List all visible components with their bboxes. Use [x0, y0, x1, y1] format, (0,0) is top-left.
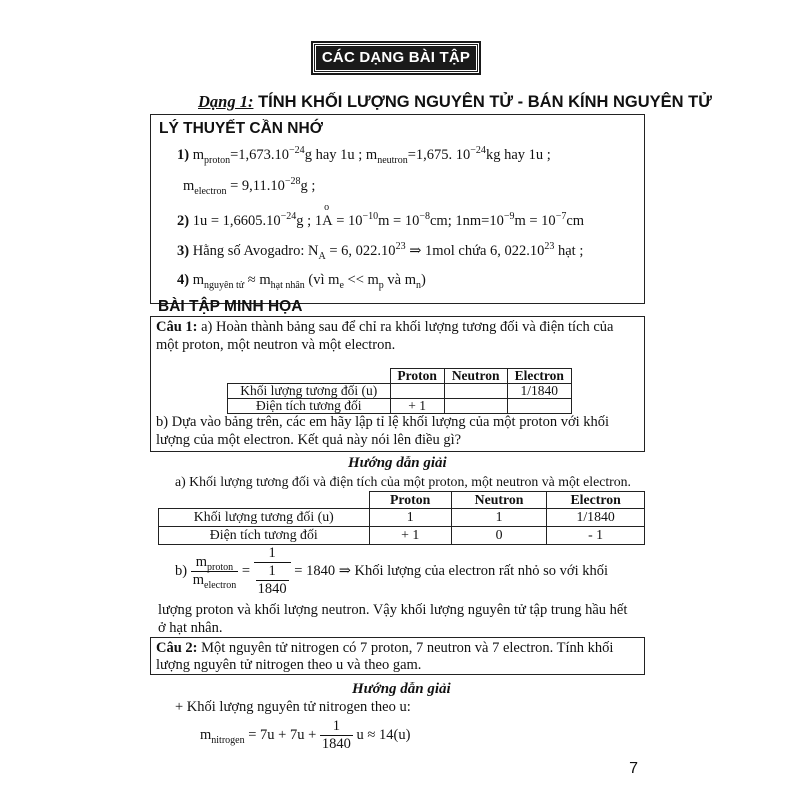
problem-type-label: Dạng 1: — [198, 92, 254, 111]
problem-type-text: TÍNH KHỐI LƯỢNG NGUYÊN TỬ - BÁN KÍNH NGUYÊN TỬ — [258, 93, 712, 111]
theory-line-2: 2) $1u = 1,6605.10^{-24}g$ ; 1 o $A = 10^{-10}m = 10^{-8}cm$; $1nm=10^{-9}m = 10^{-7}cm$ — [177, 202, 585, 229]
formula-fraction: $\frac{1}{1840}$ — [321, 718, 351, 752]
guide-1-cont-1: lượng proton và khối lượng neutron. Vậy khối lượng nguyên tử tập trung hầu hết — [158, 602, 628, 618]
question-1-table — [227, 368, 572, 414]
question-1-text-a: Câu 1: a) Hoàn thành bảng sau để chỉ ra khối lượng tương đối và điện tích của — [156, 319, 614, 335]
page-number: 7 — [629, 760, 638, 777]
guide-1-ratio: b) $\frac{m_{proton}}{m_{electron}}$ = $\frac{1}{\frac{1}{1840}}$ = 1840 ⇒ Khối lượng của electron rất nhỏ so với khối — [175, 545, 608, 597]
guide-1-cont-2: ở hạt nhân. — [158, 620, 223, 636]
theory-heading: LÝ THUYẾT CẦN NHỚ — [159, 120, 323, 137]
theory-line-4: 4) $m_{nguyên tử} \approx m_{hạt nhân}$ (vì $m_e << m_p$ và $m_n$) — [177, 272, 426, 291]
question-1-text-a2: một proton, một neutron và một electron. — [156, 337, 396, 353]
table-header-row: Proton Neutron Electron — [159, 492, 645, 509]
practice-heading: BÀI TẬP MINH HỌA — [158, 298, 303, 315]
table-row: Điện tích tương đối + 1 0 - 1 — [159, 526, 645, 544]
question-2-text: Câu 2: Một nguyên tử nitrogen có 7 proton, 7 neutron và 7 electron. Tính khối — [156, 640, 614, 656]
guide-2-line-1: + Khối lượng nguyên tử nitrogen theo u: — [175, 699, 411, 715]
theory-line-1: 1) $m_{proton}=1,673.10^{-24}g$ hay 1u ; $m_{neutron}=1,675$. $10^{-24}kg$ hay 1u ; — [177, 145, 551, 166]
problem-type-title — [198, 92, 712, 112]
one-over-fraction: $\frac{1}{\frac{1}{1840}}$ — [254, 545, 291, 598]
question-1-box — [150, 316, 645, 452]
guide-1-text-a: a) Khối lượng tương đối và điện tích của một proton, một neutron và một electron. — [175, 474, 632, 489]
question-1-text-b: b) Dựa vào bảng trên, các em hãy lập tỉ lệ khối lượng của một proton với khối — [156, 414, 610, 430]
table-row: Điện tích tương đối + 1 — [228, 399, 572, 414]
guide-1-heading: Hướng dẫn giải — [348, 455, 447, 471]
table-header-row: Proton Neutron Electron — [228, 369, 572, 384]
guide-2-formula: $m_{nitrogen} = 7u + 7u$ + $\frac{1}{1840}$ u ≈ 14(u) — [200, 718, 411, 752]
section-banner: CÁC DẠNG BÀI TẬP — [313, 43, 479, 73]
question-2-box — [150, 637, 645, 675]
question-2-text-2: lượng nguyên tử nitrogen theo u và theo gam. — [156, 657, 422, 673]
question-1-text-b2: lượng của một electron. Kết quả này nói lên điều gì? — [156, 432, 462, 448]
table-row: Khối lượng tương đối (u) 1 1 1/1840 — [159, 508, 645, 526]
theory-line-1b: $m_{electron} = 9,11.10^{-28}g$ ; — [183, 176, 316, 197]
guide-2-heading: Hướng dẫn giải — [352, 681, 451, 697]
theory-box — [150, 114, 645, 304]
ratio-fraction: $\frac{m_{proton}}{m_{electron}}$ — [192, 554, 237, 591]
guide-1-table — [158, 491, 645, 545]
table-row: Khối lượng tương đối (u) 1/1840 — [228, 384, 572, 399]
theory-line-3: 3) Hằng số Avogadro: $N_A = 6$, 022.10$^{23}$ ⇒ 1mol chứa 6, 022.10$^{23}$ hạt ; — [177, 241, 584, 262]
